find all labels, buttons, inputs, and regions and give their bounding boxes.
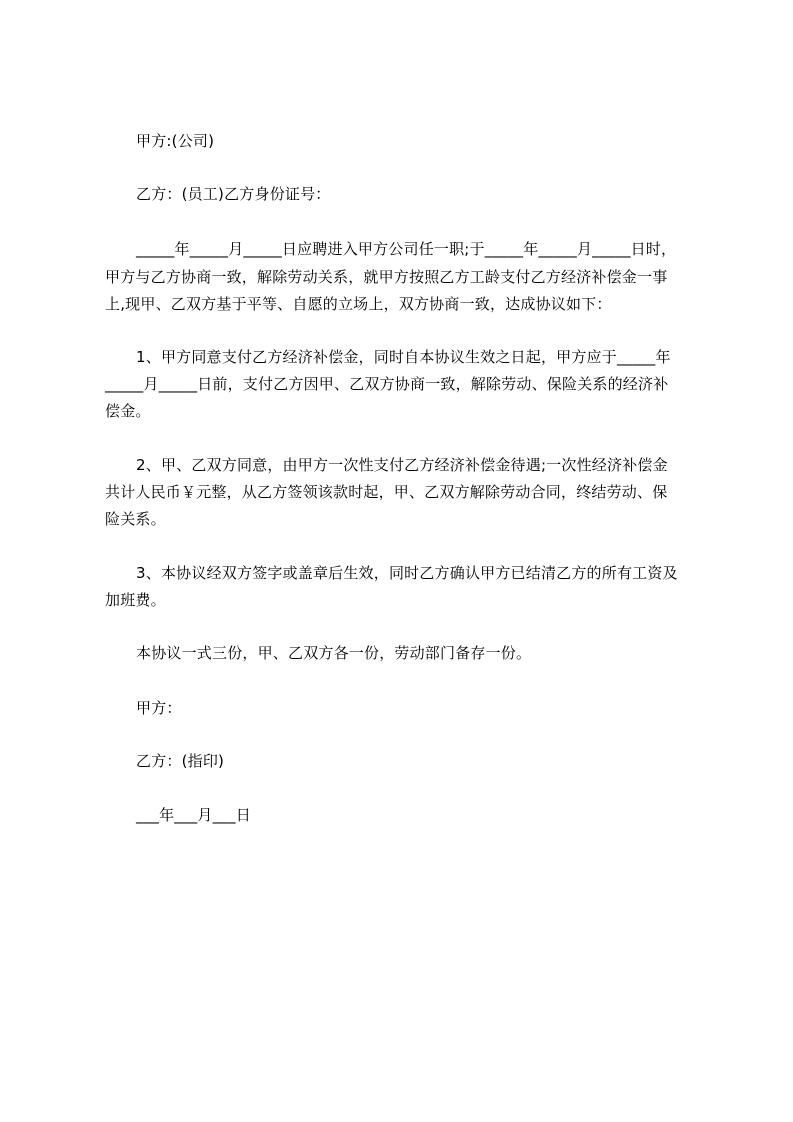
signature-date: ___年___月___日 xyxy=(136,806,251,824)
clause-3-line-2: 加班费。 xyxy=(105,591,166,609)
intro-line-3: 上,现甲、乙双方基于平等、自愿的立场上，双方协商一致，达成协议如下： xyxy=(105,295,612,313)
clause-2-line-1: 2、甲、乙双方同意，由甲方一次性支付乙方经济补偿金待遇;一次性经济补偿金 xyxy=(136,456,668,474)
clause-2-line-2: 共计人民币￥元整，从乙方签领该款时起，甲、乙双方解除劳动合同，终结劳动、保 xyxy=(105,483,668,501)
clause-3-line-1: 3、本协议经双方签字或盖章后生效，同时乙方确认甲方已结清乙方的所有工资及 xyxy=(136,564,678,582)
signature-party-a: 甲方： xyxy=(136,699,182,717)
intro-line-1: _____年_____月_____日应聘进入甲方公司任一职;于_____年_____月_____日时， xyxy=(136,240,677,258)
intro-line-2: 甲方与乙方协商一致，解除劳动关系，就甲方按照乙方工龄支付乙方经济补偿金一事 xyxy=(105,268,668,286)
party-a-heading: 甲方:(公司) xyxy=(136,132,215,150)
clause-2-line-3: 险关系。 xyxy=(105,510,166,528)
clause-1-line-3: 偿金。 xyxy=(105,402,151,420)
clause-1-line-2: _____月_____日前，支付乙方因甲、乙双方协商一致，解除劳动、保险关系的经济补 xyxy=(105,375,669,393)
party-b-heading: 乙方：(员工)乙方身份证号： xyxy=(136,185,331,203)
clause-1-line-1: 1、甲方同意支付乙方经济补偿金，同时自本协议生效之日起，甲方应于_____年 xyxy=(136,348,671,366)
signature-party-b: 乙方：(指印) xyxy=(136,752,225,770)
copies-statement: 本协议一式三份，甲、乙双方各一份，劳动部门备存一份。 xyxy=(136,644,532,662)
